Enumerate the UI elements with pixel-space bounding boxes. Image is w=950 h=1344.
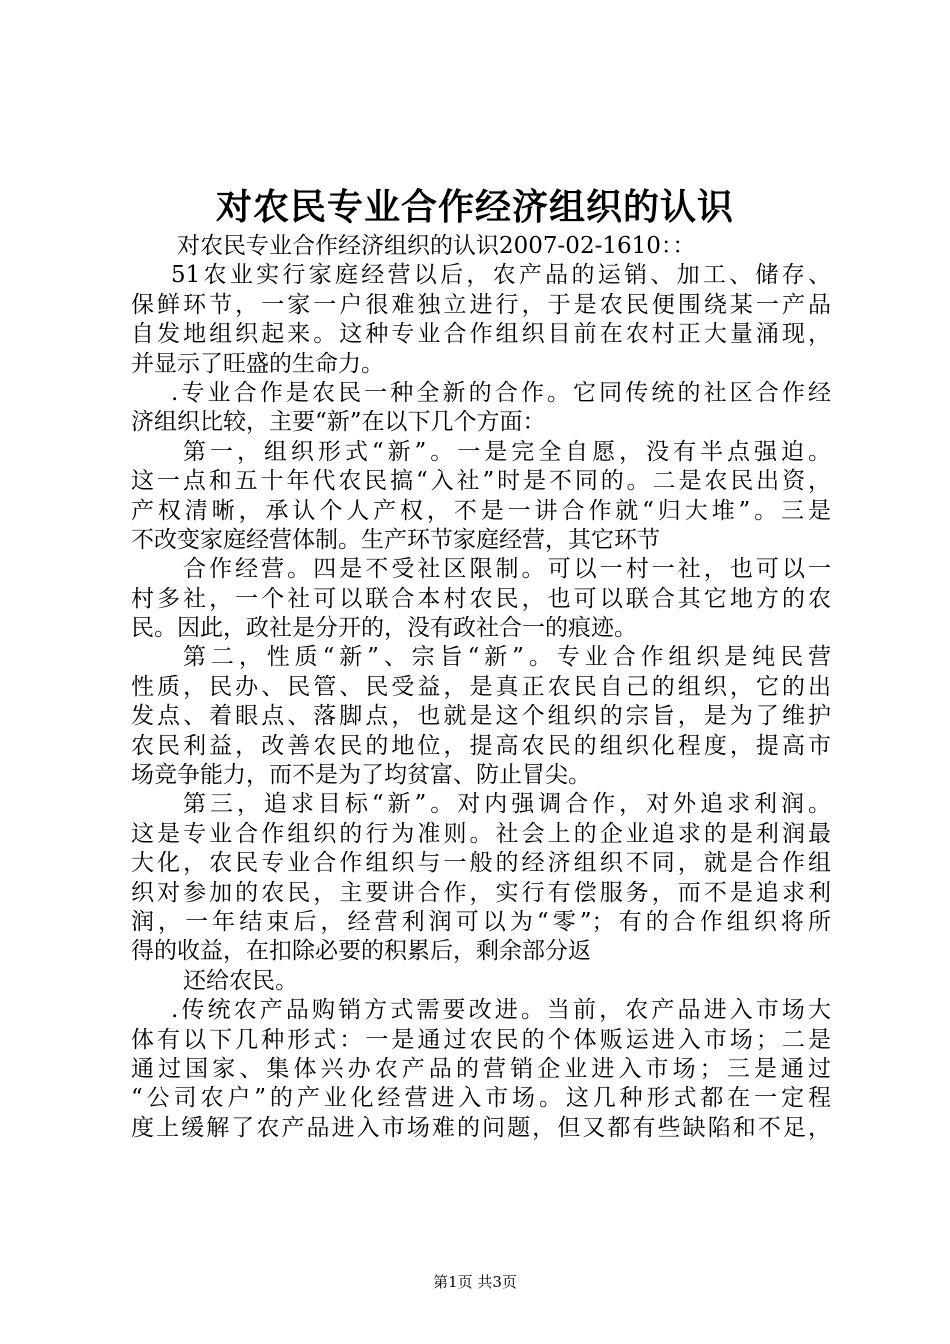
page-footer: 第1页 共3页 bbox=[433, 1273, 517, 1291]
text-line: 民。因此，政社是分开的，没有政社合一的痕迹。 bbox=[131, 615, 637, 642]
text-line: 通过国家、集体兴办农产品的营销企业进入市场；三是通过 bbox=[131, 1055, 831, 1082]
text-line: 并显示了旺盛的生命力。 bbox=[131, 350, 384, 377]
text-line: 济组织比较，主要“新”在以下几个方面： bbox=[131, 409, 546, 436]
text-line: .传统农产品购销方式需要改进。当前，农产品进入市场大 bbox=[171, 997, 831, 1024]
text-line: 不改变家庭经营体制。生产环节家庭经营，其它环节 bbox=[131, 526, 660, 553]
text-line: 这一点和五十年代农民搞“入社”时是不同的。二是农民出资， bbox=[131, 468, 831, 495]
text-line: “公司农户”的产业化经营进入市场。这几种形式都在一定程 bbox=[131, 1085, 831, 1112]
text-line: 产权清晰，承认个人产权，不是一讲合作就“归大堆”。三是 bbox=[131, 497, 831, 524]
text-line: 还给农民。 bbox=[183, 967, 298, 994]
text-line: 织对参加的农民，主要讲合作，实行有偿服务，而不是追求利 bbox=[131, 879, 831, 906]
text-line: 自发地组织起来。这种专业合作组织目前在农村正大量涌现， bbox=[131, 321, 831, 348]
text-line: 第一，组织形式“新”。一是完全自愿，没有半点强迫。 bbox=[183, 438, 831, 465]
text-line: 大化，农民专业合作组织与一般的经济组织不同，就是合作组 bbox=[131, 850, 831, 877]
document-title: 对农民专业合作经济组织的认识 bbox=[215, 186, 734, 228]
text-line: 性质，民办、民管、民受益，是真正农民自己的组织，它的出 bbox=[131, 673, 831, 700]
text-line: 村多社，一个社可以联合本村农民，也可以联合其它地方的农 bbox=[131, 585, 831, 612]
document-body bbox=[131, 232, 831, 1143]
text-line: 第三，追求目标“新”。对内强调合作，对外追求利润。 bbox=[183, 791, 831, 818]
text-line: 体有以下几种形式：一是通过农民的个体贩运进入市场；二是 bbox=[131, 1026, 831, 1053]
text-line: 度上缓解了农产品进入市场难的问题，但又都有些缺陷和不足， bbox=[131, 1114, 831, 1141]
text-line: 保鲜环节，一家一户很难独立进行，于是农民便围绕某一产品 bbox=[131, 291, 831, 318]
text-line: 51农业实行家庭经营以后，农产品的运销、加工、储存、 bbox=[171, 262, 831, 289]
text-line: 合作经营。四是不受社区限制。可以一村一社，也可以一 bbox=[183, 556, 831, 583]
text-line: .专业合作是农民一种全新的合作。它同传统的社区合作经 bbox=[171, 379, 831, 406]
text-line: 农民利益，改善农民的地位，提高农民的组织化程度，提高市 bbox=[131, 732, 831, 759]
text-line: 这是专业合作组织的行为准则。社会上的企业追求的是利润最 bbox=[131, 820, 831, 847]
text-line: 第二，性质“新”、宗旨“新”。专业合作组织是纯民营 bbox=[183, 644, 831, 671]
text-line: 发点、着眼点、落脚点，也就是这个组织的宗旨，是为了维护 bbox=[131, 703, 831, 730]
text-line: 得的收益，在扣除必要的积累后，剩余部分返 bbox=[131, 938, 591, 965]
text-line: 场竞争能力，而不是为了均贫富、防止冒尖。 bbox=[131, 762, 591, 789]
text-line: 对农民专业合作经济组织的认识2007-02-1610：： bbox=[177, 233, 696, 259]
text-line: 润，一年结束后，经营利润可以为“零”；有的合作组织将所 bbox=[131, 908, 831, 935]
